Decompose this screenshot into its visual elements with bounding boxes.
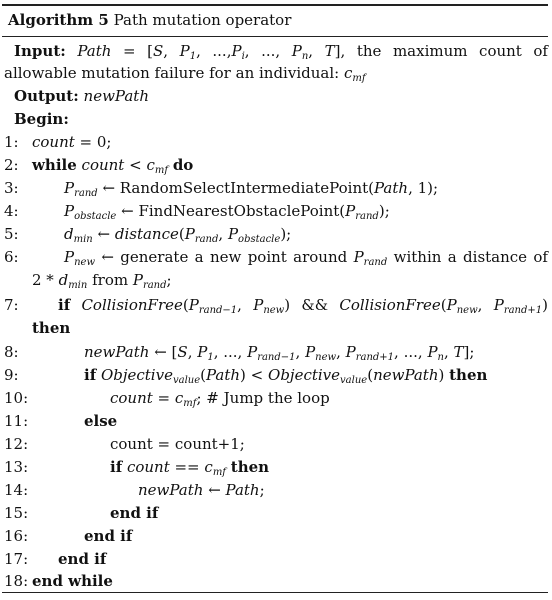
line-number: 18: (4, 572, 29, 590)
output-label: Output: (14, 87, 79, 105)
input-line-1: Input: Path = [S, $P_1$, $...,P_i$, ..., $P_n$, T], the maximum count of (14, 42, 548, 62)
top-rule (2, 4, 548, 6)
line-number: 17: (4, 550, 29, 568)
header-rule (2, 36, 548, 37)
code-line-9: if Objective$_{value}$(Path) < Objective$_{value}$(newPath) then (84, 366, 488, 386)
code-line-13: if count == $c_{mf}$ then (110, 458, 270, 478)
code-line-10: count = $c_{mf}$; # Jump the loop (110, 389, 330, 409)
code-line-11: else (84, 412, 118, 430)
code-line-8: newPath ← [S, $P_1$, ..., $P_{rand-1}$, $P_{new}$, $P_{rand+1}$, ..., $P_n$, T]; (84, 343, 475, 363)
line-number: 13: (4, 458, 29, 476)
code-line-6a: $P_{new}$ ← generate a new point around $P_{rand}$ within a distance of (64, 248, 548, 268)
line-number: 10: (4, 389, 29, 407)
line-number: 8: (4, 343, 19, 361)
line-number: 4: (4, 202, 19, 220)
code-line-18: end while (32, 572, 113, 590)
algorithm-caption (8, 11, 291, 29)
code-line-3: $P_{rand}$ ← RandomSelectIntermediatePoint(Path, 1); (64, 179, 439, 199)
code-line-12: count = count+1; (110, 435, 245, 453)
line-number: 2: (4, 156, 19, 174)
bottom-rule (2, 592, 548, 593)
begin-label: Begin: (14, 110, 69, 128)
line-number: 7: (4, 296, 19, 314)
output-value: newPath (83, 87, 149, 105)
code-line-5: $d_{min}$ ← $distance(P_{rand}$, $P_{obstacle}$); (64, 225, 292, 245)
line-number: 9: (4, 366, 19, 384)
algorithm-title: Path mutation operator (113, 11, 292, 29)
code-line-7a: if $CollisionFree(P_{rand-1}$, $P_{new}$) && $CollisionFree(P_{new}$, $P_{rand+1}$) (58, 296, 548, 316)
line-number: 12: (4, 435, 29, 453)
code-line-7b: then (32, 319, 71, 337)
code-line-17: end if (58, 550, 107, 568)
input-line-2: allowable mutation failure for an individual: $c_{mf}$ (4, 64, 366, 84)
code-line-2: while count < $c_{mf}$ do (32, 156, 194, 176)
line-number: 5: (4, 225, 19, 243)
code-line-16: end if (84, 527, 133, 545)
algorithm-label: Algorithm 5 (8, 11, 109, 29)
code-line-15: end if (110, 504, 159, 522)
code-line-14: newPath ← Path; (138, 481, 265, 499)
line-number: 14: (4, 481, 29, 499)
line-number: 6: (4, 248, 19, 266)
code-line-6b: $2 * d_{min}$ from $P_{rand}$; (32, 271, 172, 291)
code-line-4: $P_{obstacle}$ ← $FindNearestObstaclePoint(P_{rand})$; (64, 202, 390, 222)
input-label: Input: (14, 42, 66, 60)
line-number: 3: (4, 179, 19, 197)
line-number: 15: (4, 504, 29, 522)
line-number: 11: (4, 412, 29, 430)
line-number: 16: (4, 527, 29, 545)
code-line-1: count = 0; (32, 133, 112, 151)
line-number: 1: (4, 133, 19, 151)
output-line (14, 86, 149, 106)
